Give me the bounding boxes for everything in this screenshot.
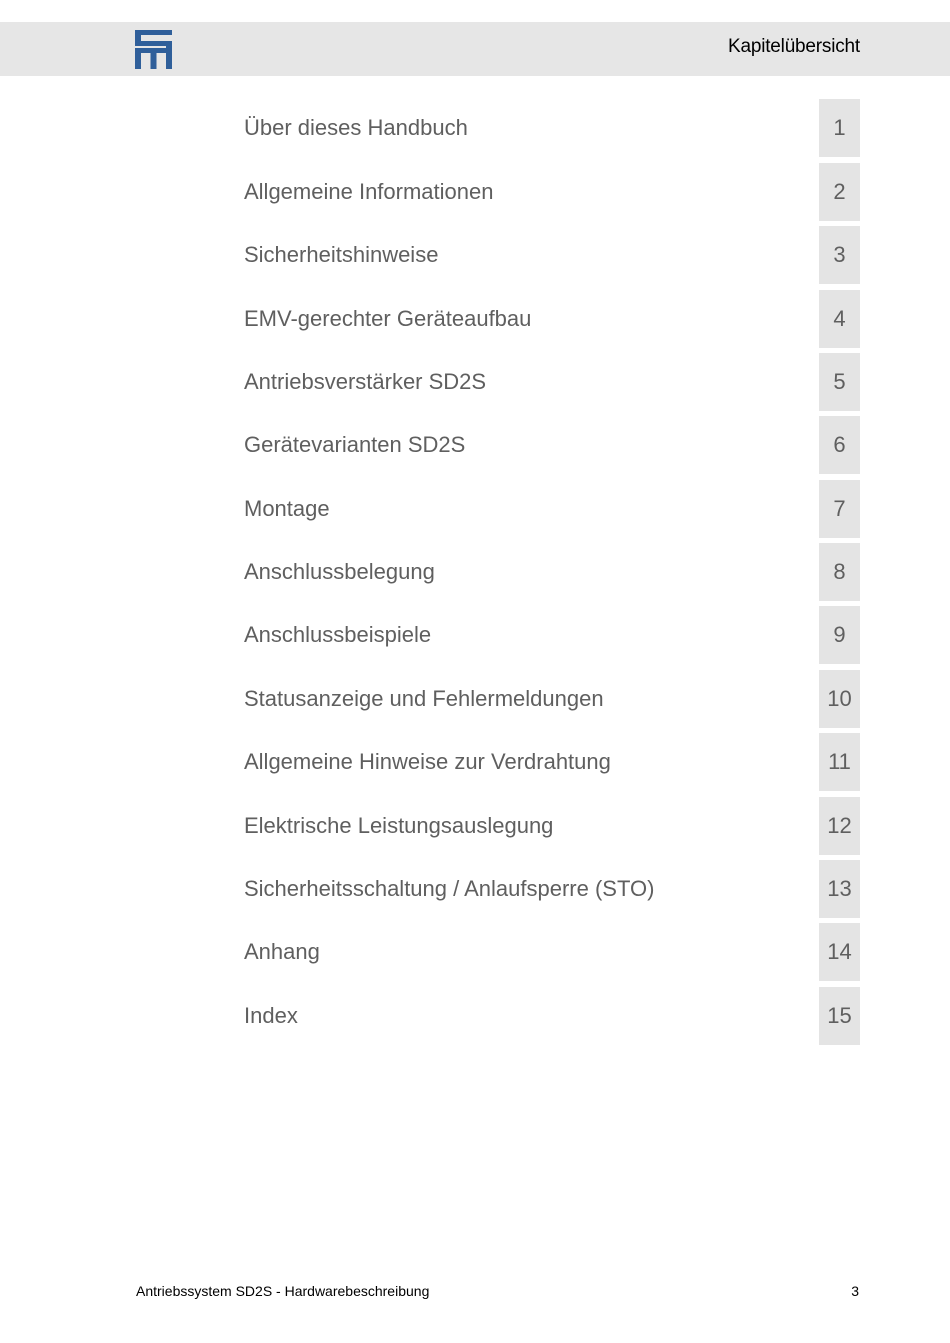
chapter-tab[interactable]: 7 bbox=[819, 480, 860, 538]
chapter-title[interactable]: EMV-gerechter Geräteaufbau bbox=[244, 306, 532, 331]
chapter-title[interactable]: Über dieses Handbuch bbox=[244, 115, 468, 140]
chapter-tab[interactable]: 13 bbox=[819, 860, 860, 918]
chapter-title[interactable]: Elektrische Leistungsauslegung bbox=[244, 813, 554, 838]
chapter-title[interactable]: Antriebsverstärker SD2S bbox=[244, 369, 487, 394]
chapter-tab[interactable]: 6 bbox=[819, 416, 860, 474]
chapter-tab[interactable]: 11 bbox=[819, 733, 860, 791]
page-title: Kapitelübersicht bbox=[728, 36, 860, 57]
chapter-row[interactable] bbox=[0, 163, 950, 221]
chapter-row[interactable] bbox=[0, 226, 950, 284]
chapter-title[interactable]: Anhang bbox=[244, 939, 320, 964]
chapter-row[interactable] bbox=[0, 733, 950, 791]
chapter-title[interactable]: Index bbox=[244, 1003, 298, 1028]
chapter-row[interactable] bbox=[0, 290, 950, 348]
chapter-row[interactable] bbox=[0, 416, 950, 474]
chapter-row[interactable] bbox=[0, 923, 950, 981]
chapter-tab[interactable]: 3 bbox=[819, 226, 860, 284]
chapter-row[interactable] bbox=[0, 670, 950, 728]
chapter-title[interactable]: Statusanzeige und Fehlermeldungen bbox=[244, 686, 604, 711]
chapter-title[interactable]: Anschlussbelegung bbox=[244, 559, 435, 584]
chapter-title[interactable]: Allgemeine Informationen bbox=[244, 179, 494, 204]
chapter-row[interactable] bbox=[0, 606, 950, 664]
chapter-row[interactable] bbox=[0, 860, 950, 918]
chapter-title[interactable]: Allgemeine Hinweise zur Verdrahtung bbox=[244, 749, 611, 774]
chapter-row[interactable] bbox=[0, 987, 950, 1045]
chapter-row[interactable] bbox=[0, 797, 950, 855]
chapter-row[interactable] bbox=[0, 543, 950, 601]
chapter-tab[interactable]: 2 bbox=[819, 163, 860, 221]
chapter-tab[interactable]: 1 bbox=[819, 99, 860, 157]
chapter-tab[interactable]: 8 bbox=[819, 543, 860, 601]
chapter-row[interactable] bbox=[0, 480, 950, 538]
chapter-row[interactable] bbox=[0, 99, 950, 157]
footer-document-title: Antriebssystem SD2S - Hardwarebeschreibung bbox=[136, 1283, 430, 1299]
footer-page-number: 3 bbox=[851, 1283, 859, 1299]
chapter-tab[interactable]: 4 bbox=[819, 290, 860, 348]
chapter-tab[interactable]: 5 bbox=[819, 353, 860, 411]
chapter-row[interactable] bbox=[0, 353, 950, 411]
chapter-tab[interactable]: 14 bbox=[819, 923, 860, 981]
chapter-tab[interactable]: 15 bbox=[819, 987, 860, 1045]
chapter-title[interactable]: Sicherheitsschaltung / Anlaufsperre (STO) bbox=[244, 876, 655, 901]
chapter-tab[interactable]: 9 bbox=[819, 606, 860, 664]
chapter-tab[interactable]: 10 bbox=[819, 670, 860, 728]
chapter-title[interactable]: Sicherheitshinweise bbox=[244, 242, 439, 267]
chapter-title[interactable]: Anschlussbeispiele bbox=[244, 622, 432, 647]
chapter-title[interactable]: Gerätevarianten SD2S bbox=[244, 432, 466, 457]
company-logo-icon bbox=[135, 30, 172, 69]
page-header bbox=[0, 22, 950, 76]
chapter-title[interactable]: Montage bbox=[244, 496, 330, 521]
chapter-tab[interactable]: 12 bbox=[819, 797, 860, 855]
